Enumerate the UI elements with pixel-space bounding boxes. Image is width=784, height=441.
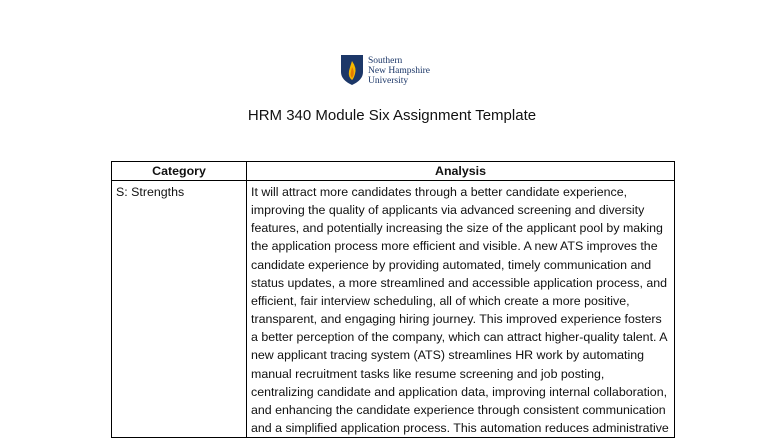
- table-header-row: [112, 162, 675, 181]
- document-title: HRM 340 Module Six Assignment Template: [247, 107, 537, 124]
- logo-wordmark: [368, 55, 430, 86]
- swot-table: [111, 161, 675, 438]
- shield-flame-icon: [341, 55, 363, 85]
- logo-line-2: New Hampshire: [368, 66, 430, 76]
- logo-line-1: Southern: [368, 56, 403, 66]
- header-analysis: Analysis: [247, 162, 675, 181]
- university-logo: [341, 55, 430, 86]
- logo-line-3: University: [368, 76, 409, 86]
- analysis-cell: It will attract more candidates through a better candidate experience, improving the quality of applicants via advanced screening and diversity features, and potentially increasing the size of the applicant pool by making the application process more efficient and visible. A new ATS improves the candidate experience by providing automated, timely communication and status updates, a more streamlined and accessible application process, and efficient, fair interview scheduling, all of which create a more positive, transparent, and engaging hiring journey. This improved experience fosters a better perception of the company, which can attract higher-quality talent. A new applicant tracing system (ATS) streamlines HR work by automating manual recruitment tasks like resume screening and job posting, centralizing candidate and application data, improving internal collaboration, and enhancing the candidate experience through consistent communication and a simplified application process. This automation reduces administrative: [247, 181, 675, 438]
- header-category: Category: [112, 162, 247, 181]
- category-cell: S: Strengths: [112, 181, 247, 438]
- table-row: [112, 181, 675, 438]
